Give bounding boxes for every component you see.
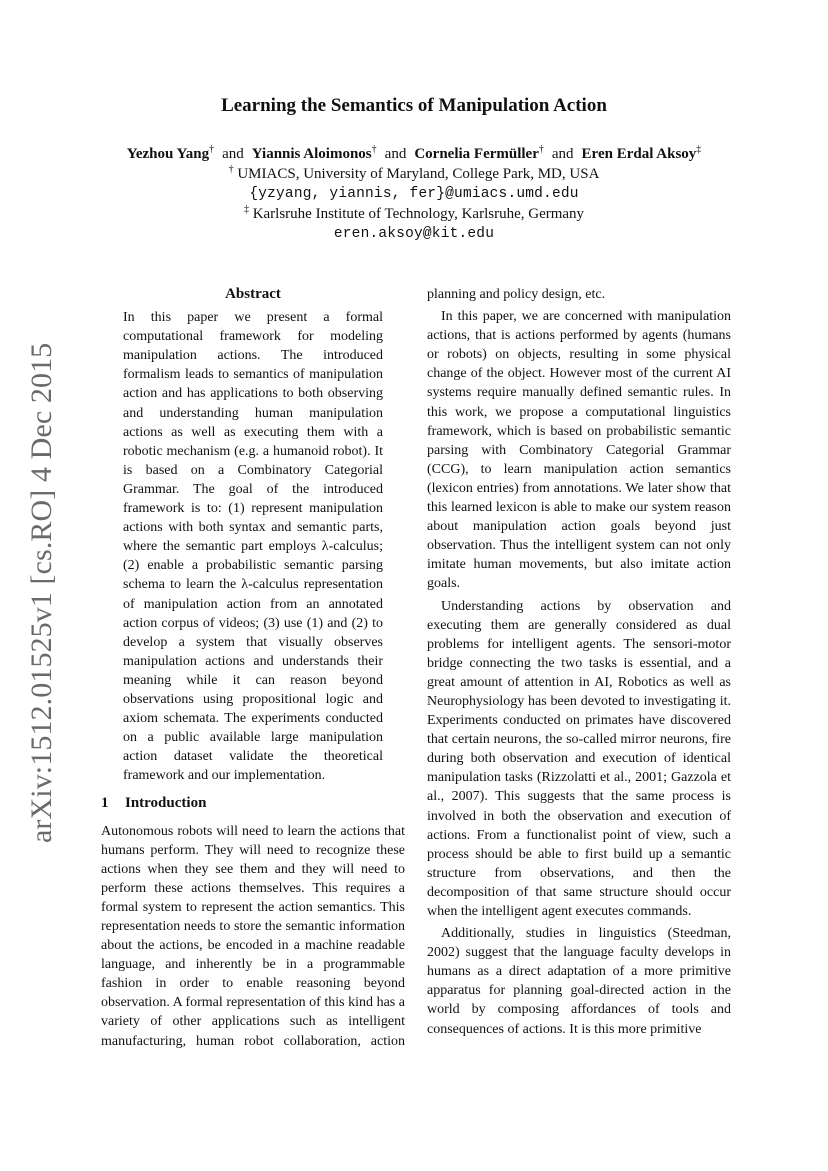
- right-column: [427, 285, 731, 1039]
- intro-paragraph-3: Understanding actions by observation and executing them are generally considered as dual problems for intelligent agents. The sensori-motor bridge connecting the two tasks is essential, and a great amount of attention in AI, Robotics as well as Neurophysiology has been devoted to investigating it. Experiments conducted on primates have discovered that certain neurons, the so-called mirror neurons, fire during both observation and execution of identical manipulation tasks (Rizzolatti et al., 2001; Gazzola et al., 2007). This suggests that the same process is involved in both the observation and execution of actions. From a functionalist point of view, such a process should be able to first build up a semantic structure from observations, and then the decomposition of that same structure should occur when the intelligent agent executes commands.: [427, 598, 731, 919]
- author-mark: †: [209, 144, 215, 155]
- and-conjunction: and: [384, 146, 407, 162]
- author-mark: †: [538, 144, 544, 155]
- section-title: Introduction: [125, 795, 207, 812]
- abstract-text: In this paper we present a formal computational framework for modeling manipulation actions. The introduced formalism leads to semantics of manipulation action and has applications to both observing and understanding human manipulation actions as well as executing them with a robotic mechanism (e.g. a humanoid robot). It is based on a Combinatory Categorial Grammar. The goal of the introduced framework is to: (1) represent manipulation actions with both syntax and semantic parts, where the semantic part employs λ-calculus; (2) enable a probabilistic semantic parsing schema to learn the λ-calculus representation of manipulation action from an annotated action corpus of videos; (3) use (1) and (2) to develop a system that visually observes manipulation actions and understands their meaning while it can reason beyond observations using propositional logic and axiom schemata. The experiments conducted on a public available large manipulation action dataset validate the theoretical framework and our implementation.: [123, 310, 383, 784]
- email-umiacs[interactable]: {yzyang, yiannis, fer}@umiacs.umd.edu: [249, 186, 579, 202]
- email-kit[interactable]: eren.aksoy@kit.edu: [333, 226, 495, 242]
- author-name: Eren Erdal Aksoy: [581, 146, 697, 162]
- affiliation-umiacs: UMIACS, University of Maryland, College Park, MD, USA: [237, 166, 600, 182]
- section-number: 1: [101, 795, 109, 812]
- abstract-heading: Abstract: [225, 286, 281, 302]
- intro-paragraph-1-continued: planning and policy design, etc.: [427, 287, 606, 302]
- author-name: Yezhou Yang: [126, 146, 210, 162]
- affiliation-mark: †: [228, 164, 234, 175]
- author-block: [0, 144, 828, 244]
- arxiv-identifier: arXiv:1512.01525v1 [cs.RO] 4 Dec 2015: [25, 342, 58, 843]
- intro-paragraph-4: Additionally, studies in linguistics (Steedman, 2002) suggest that the language faculty develops in humans as a direct adaptation of a more primitive apparatus for planning goal-directed action in the world by composing affordances of tools and consequences of actions. It is this more primitive: [427, 926, 731, 1037]
- author-name: Cornelia Fermüller: [414, 146, 539, 162]
- affiliation-mark: ‡: [243, 204, 249, 215]
- intro-paragraph-1: Autonomous robots will need to learn the actions that humans perform. They will need to recognize these actions when they see them and they will need to perform these actions themselves. This requires a formal system to represent the action semantics. This representation needs to store the semantic information about the actions, be encoded in a machine readable language, and inherently be in a programmable fashion in order to enable reasoning beyond observation. A formal representation of this kind has a variety of other applications such as intelligent manufacturing, human robot collaboration, action: [101, 823, 405, 1049]
- author-mark: †: [371, 144, 377, 155]
- section-heading: [101, 794, 405, 813]
- affiliation-line: [0, 204, 828, 224]
- and-conjunction: and: [222, 146, 244, 162]
- author-names: [0, 144, 828, 164]
- paper-title: Learning the Semantics of Manipulation Action: [221, 95, 607, 116]
- author-name: Yiannis Aloimonos: [251, 146, 372, 162]
- affiliation-kit: Karlsruhe Institute of Technology, Karlsruhe, Germany: [252, 206, 585, 222]
- and-conjunction: and: [551, 146, 574, 162]
- author-mark: ‡: [696, 144, 702, 155]
- intro-paragraph-2: In this paper, we are concerned with manipulation actions, that is actions performed by agents (humans or robots) on objects, resulting in some physical change of the object. However most of the current AI systems require manually defined semantic rules. In this work, we propose a computational linguistics framework, which is based on probabilistic semantic parsing with Combinatory Categorial Grammar (CCG), to learn manipulation action semantics (lexicon entries) from annotations. We later show that this learned lexicon is able to make our system reason about manipulation action goals beyond just observation. Thus the intelligent system can not only imitate human movements, but also imitate action goals.: [427, 309, 731, 592]
- left-column: [101, 285, 405, 1051]
- affiliation-line: [0, 164, 828, 184]
